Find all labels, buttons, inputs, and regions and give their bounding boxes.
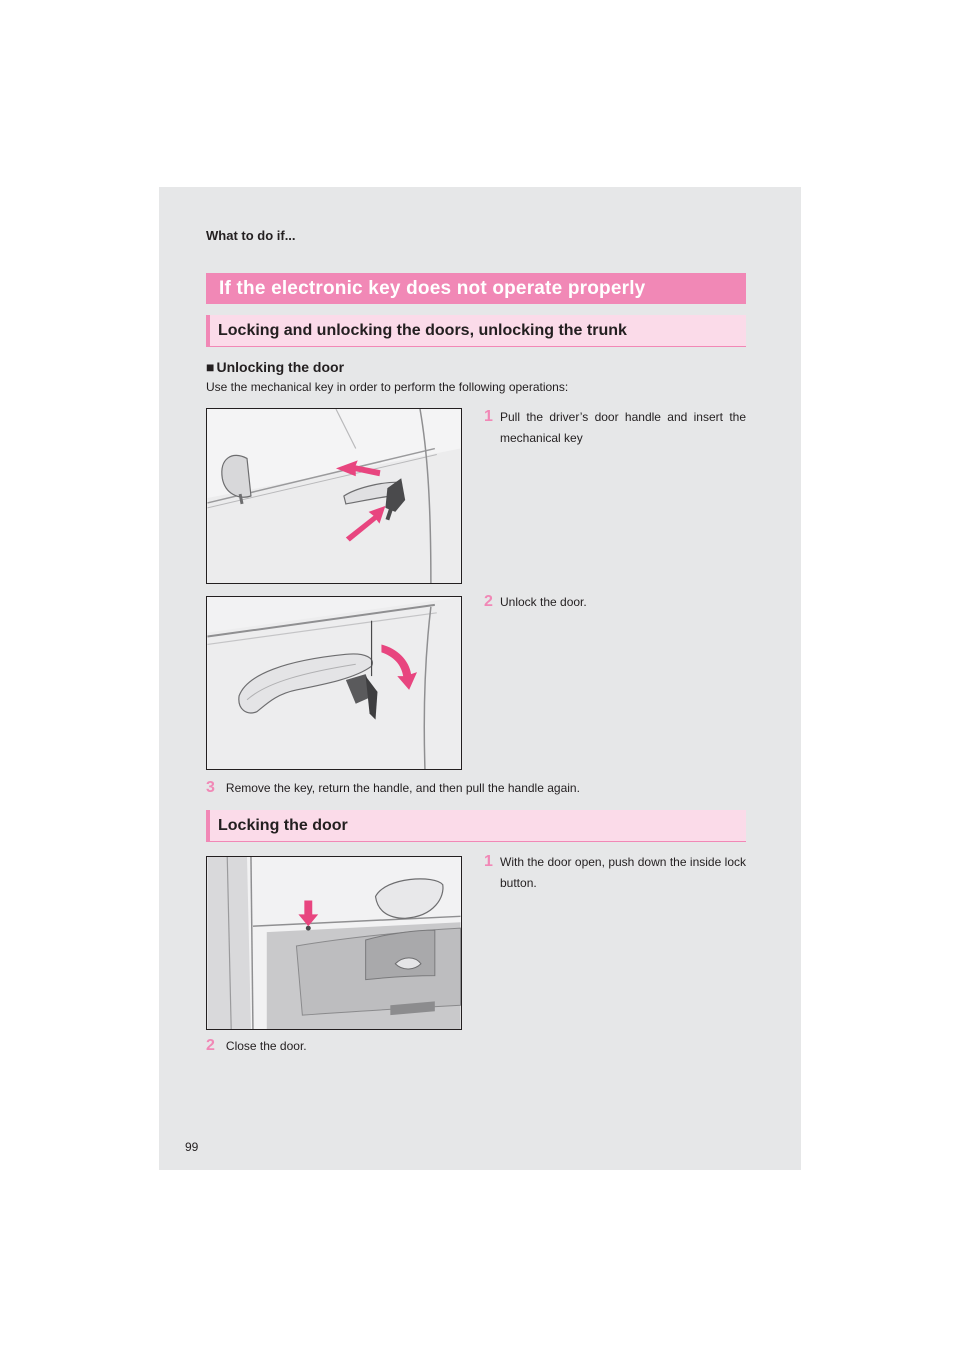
intro-text: Use the mechanical key in order to perform the following operations: [206, 380, 569, 394]
figure-lock-button [206, 856, 462, 1030]
section-heading-locking [206, 810, 746, 842]
page-title: If the electronic key does not operate properly [206, 273, 746, 304]
step-3-unlock [206, 777, 580, 799]
door-handle-illustration [207, 409, 461, 583]
step-2-lock [206, 1035, 307, 1057]
section-label: What to do if... [206, 228, 296, 243]
step-number: 2 [206, 1037, 215, 1054]
step-2-unlock [484, 592, 746, 613]
step-text: Close the door. [225, 1039, 307, 1053]
page-number: 99 [185, 1140, 199, 1154]
step-number: 1 [484, 408, 493, 425]
step-number: 2 [484, 593, 493, 610]
step-text: Pull the driver’s door handle and insert the mechanical key [500, 410, 746, 445]
subheading-text: Unlocking the door [216, 359, 345, 375]
step-text: Unlock the door. [500, 595, 587, 609]
figure-insert-key [206, 408, 462, 584]
door-interior-illustration [207, 857, 461, 1029]
square-bullet-icon: ■ [206, 359, 215, 375]
step-number: 3 [206, 779, 215, 796]
figure-unlock-door [206, 596, 462, 770]
step-text: With the door open, push down the inside lock button. [500, 855, 746, 890]
subheading-unlocking-door [206, 359, 344, 375]
section-heading-unlocking [206, 315, 746, 347]
key-turn-illustration [207, 597, 461, 769]
section-heading-text: Locking and unlocking the doors, unlocking the trunk [218, 322, 627, 339]
step-number: 1 [484, 853, 493, 870]
step-1-lock [484, 852, 746, 894]
section-heading-text: Locking the door [218, 817, 348, 834]
step-1-unlock [484, 407, 746, 449]
step-text: Remove the key, return the handle, and then pull the handle again. [225, 781, 580, 795]
